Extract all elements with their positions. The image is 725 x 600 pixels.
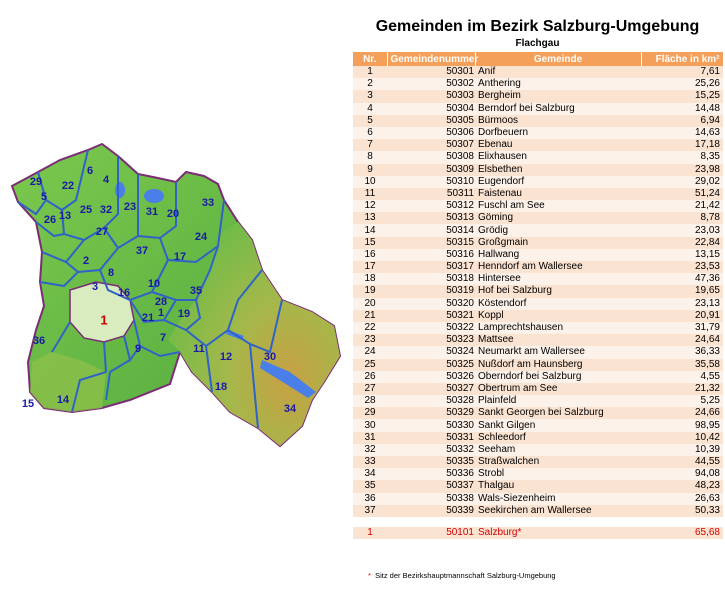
cell-nr: 22 [353, 322, 387, 334]
cell-nr: 31 [353, 432, 387, 444]
table-row [353, 419, 723, 431]
spacer-cell [353, 517, 723, 527]
cell-gemeindenummer: 50332 [387, 444, 475, 456]
table-row [353, 78, 723, 90]
cell-gemeindenummer: 50331 [387, 432, 475, 444]
cell-gemeindenummer: 50305 [387, 115, 475, 127]
cell-nr: 26 [353, 371, 387, 383]
cell-nr: 5 [353, 115, 387, 127]
table-header-row [353, 52, 723, 66]
map-label: 31 [145, 205, 159, 218]
cell-flaeche: 23,53 [641, 261, 723, 273]
table-row [353, 407, 723, 419]
cell-gemeinde: Salzburg* [475, 527, 641, 539]
cell-gemeindenummer: 50316 [387, 249, 475, 261]
cell-gemeindenummer: 50335 [387, 456, 475, 468]
cell-flaeche: 98,95 [641, 419, 723, 431]
map-label: 23 [123, 200, 137, 213]
table-row [353, 383, 723, 395]
cell-flaeche: 14,63 [641, 127, 723, 139]
cell-nr: 21 [353, 310, 387, 322]
cell-gemeinde: Koppl [475, 310, 641, 322]
map-label: 32 [99, 203, 113, 216]
cell-flaeche: 24,64 [641, 334, 723, 346]
cell-gemeinde: Ebenau [475, 139, 641, 151]
cell-gemeinde: Anif [475, 66, 641, 78]
cell-nr: 16 [353, 249, 387, 261]
cell-nr: 27 [353, 383, 387, 395]
map-label: 13 [58, 209, 72, 222]
table-row [353, 285, 723, 297]
table-row [353, 139, 723, 151]
municipality-table [353, 52, 724, 539]
cell-gemeinde: Straßwalchen [475, 456, 641, 468]
map-label: 16 [117, 286, 131, 299]
cell-nr: 14 [353, 224, 387, 236]
cell-gemeinde: Schleedorf [475, 432, 641, 444]
cell-flaeche: 8,78 [641, 212, 723, 224]
cell-gemeinde: Hof bei Salzburg [475, 285, 641, 297]
cell-nr: 6 [353, 127, 387, 139]
lake-mattsee [115, 182, 125, 198]
table-row [353, 310, 723, 322]
map-label: 3 [91, 280, 99, 293]
cell-gemeindenummer: 50315 [387, 237, 475, 249]
cell-flaeche: 23,13 [641, 298, 723, 310]
cell-gemeindenummer: 50101 [387, 527, 475, 539]
header-gemeinde: Gemeinde [475, 52, 641, 66]
table-row [353, 322, 723, 334]
cell-gemeinde: Seeham [475, 444, 641, 456]
cell-gemeindenummer: 50309 [387, 164, 475, 176]
cell-gemeindenummer: 50304 [387, 103, 475, 115]
cell-gemeinde: Hallwang [475, 249, 641, 261]
cell-flaeche: 24,66 [641, 407, 723, 419]
cell-flaeche: 8,35 [641, 151, 723, 163]
cell-gemeinde: Thalgau [475, 480, 641, 492]
table-row [353, 444, 723, 456]
cell-flaeche: 23,03 [641, 224, 723, 236]
cell-gemeinde: Sankt Gilgen [475, 419, 641, 431]
cell-gemeindenummer: 50320 [387, 298, 475, 310]
cell-nr: 2 [353, 78, 387, 90]
cell-gemeinde: Bürmoos [475, 115, 641, 127]
cell-flaeche: 5,25 [641, 395, 723, 407]
cell-nr: 32 [353, 444, 387, 456]
map-label: 21 [141, 311, 155, 324]
cell-nr: 8 [353, 151, 387, 163]
map-label: 15 [21, 397, 35, 410]
cell-gemeinde: Strobl [475, 468, 641, 480]
map-label: 2 [82, 254, 90, 267]
table-spacer-row [353, 517, 723, 527]
footnote [368, 571, 556, 580]
cell-flaeche: 17,18 [641, 139, 723, 151]
cell-gemeinde: Nußdorf am Haunsberg [475, 359, 641, 371]
cell-gemeindenummer: 50330 [387, 419, 475, 431]
cell-nr: 11 [353, 188, 387, 200]
cell-gemeinde: Dorfbeuern [475, 127, 641, 139]
cell-nr: 13 [353, 212, 387, 224]
cell-flaeche: 29,02 [641, 176, 723, 188]
cell-flaeche: 19,65 [641, 285, 723, 297]
cell-gemeinde: Großgmain [475, 237, 641, 249]
table-row [353, 346, 723, 358]
map-label: 30 [263, 350, 277, 363]
cell-gemeinde: Hintersee [475, 273, 641, 285]
table-row [353, 200, 723, 212]
cell-gemeinde: Faistenau [475, 188, 641, 200]
map-label: 24 [194, 230, 208, 243]
cell-gemeinde: Neumarkt am Wallersee [475, 346, 641, 358]
table-row [353, 224, 723, 236]
cell-gemeindenummer: 50329 [387, 407, 475, 419]
cell-gemeinde: Sankt Georgen bei Salzburg [475, 407, 641, 419]
cell-gemeindenummer: 50336 [387, 468, 475, 480]
cell-gemeindenummer: 50327 [387, 383, 475, 395]
cell-nr: 19 [353, 285, 387, 297]
header-nr: Nr. [353, 52, 387, 66]
cell-flaeche: 51,24 [641, 188, 723, 200]
table-row [353, 103, 723, 115]
cell-gemeindenummer: 50314 [387, 224, 475, 236]
cell-gemeindenummer: 50321 [387, 310, 475, 322]
cell-gemeindenummer: 50301 [387, 66, 475, 78]
cell-gemeinde: Oberndorf bei Salzburg [475, 371, 641, 383]
cell-flaeche: 94,08 [641, 468, 723, 480]
cell-gemeindenummer: 50339 [387, 505, 475, 517]
cell-flaeche: 6,94 [641, 115, 723, 127]
table-row [353, 493, 723, 505]
table-row [353, 468, 723, 480]
cell-gemeindenummer: 50306 [387, 127, 475, 139]
map-label: 28 [154, 295, 168, 308]
header-flaeche: Fläche in km² [641, 52, 723, 66]
table-row [353, 480, 723, 492]
table-row [353, 395, 723, 407]
cell-nr: 25 [353, 359, 387, 371]
cell-flaeche: 26,63 [641, 493, 723, 505]
map-label: 6 [86, 164, 94, 177]
cell-gemeindenummer: 50313 [387, 212, 475, 224]
cell-nr: 1 [353, 66, 387, 78]
cell-gemeinde: Göming [475, 212, 641, 224]
table-row [353, 212, 723, 224]
page-title: Gemeinden im Bezirk Salzburg-Umgebung [375, 18, 700, 35]
table-row [353, 273, 723, 285]
map-label: 29 [29, 175, 43, 188]
cell-gemeinde: Henndorf am Wallersee [475, 261, 641, 273]
cell-nr: 12 [353, 200, 387, 212]
cell-nr: 28 [353, 395, 387, 407]
map-label: 1 [157, 306, 165, 319]
table-row-city [353, 527, 723, 539]
cell-nr: 10 [353, 176, 387, 188]
cell-flaeche: 7,61 [641, 66, 723, 78]
cell-nr: 36 [353, 493, 387, 505]
table-row [353, 90, 723, 102]
cell-nr: 34 [353, 468, 387, 480]
cell-gemeinde: Mattsee [475, 334, 641, 346]
footnote-text: Sitz der Bezirkshauptmannschaft Salzburg-Umgebung [375, 571, 556, 580]
cell-gemeinde: Berndorf bei Salzburg [475, 103, 641, 115]
map-label: 7 [159, 331, 167, 344]
table-row [353, 334, 723, 346]
cell-gemeinde: Elsbethen [475, 164, 641, 176]
cell-gemeindenummer: 50307 [387, 139, 475, 151]
map-label: 25 [79, 203, 93, 216]
cell-nr: 23 [353, 334, 387, 346]
table-row [353, 432, 723, 444]
cell-nr: 35 [353, 480, 387, 492]
map-label: 37 [135, 244, 149, 257]
cell-flaeche: 44,55 [641, 456, 723, 468]
cell-flaeche: 25,26 [641, 78, 723, 90]
cell-gemeindenummer: 50303 [387, 90, 475, 102]
cell-gemeindenummer: 50308 [387, 151, 475, 163]
cell-nr: 20 [353, 298, 387, 310]
cell-flaeche: 4,55 [641, 371, 723, 383]
map-label: 12 [219, 350, 233, 363]
cell-flaeche: 22,84 [641, 237, 723, 249]
cell-nr: 17 [353, 261, 387, 273]
header-gemeindenummer: Gemeindenummer [387, 52, 475, 66]
cell-gemeindenummer: 50312 [387, 200, 475, 212]
cell-flaeche: 36,33 [641, 346, 723, 358]
map-svg [0, 0, 350, 600]
cell-gemeindenummer: 50328 [387, 395, 475, 407]
map-label: 11 [193, 342, 205, 355]
cell-gemeindenummer: 50310 [387, 176, 475, 188]
cell-flaeche: 21,32 [641, 383, 723, 395]
table-row [353, 237, 723, 249]
cell-flaeche: 14,48 [641, 103, 723, 115]
page-subtitle: Flachgau [515, 38, 560, 49]
table-row [353, 371, 723, 383]
map-label: 22 [61, 179, 75, 192]
cell-gemeindenummer: 50317 [387, 261, 475, 273]
table-row [353, 115, 723, 127]
cell-gemeinde: Köstendorf [475, 298, 641, 310]
map-label: 20 [166, 207, 180, 220]
cell-flaeche: 65,68 [641, 527, 723, 539]
cell-flaeche: 13,15 [641, 249, 723, 261]
map-label: 5 [40, 190, 48, 203]
table-row [353, 151, 723, 163]
table-row [353, 298, 723, 310]
cell-flaeche: 35,58 [641, 359, 723, 371]
cell-gemeinde: Elixhausen [475, 151, 641, 163]
map-label: 4 [102, 173, 110, 186]
cell-gemeinde: Wals-Siezenheim [475, 493, 641, 505]
table-row [353, 261, 723, 273]
cell-nr: 4 [353, 103, 387, 115]
table-body [353, 66, 723, 539]
cell-gemeindenummer: 50319 [387, 285, 475, 297]
cell-flaeche: 21,42 [641, 200, 723, 212]
table-row [353, 66, 723, 78]
cell-nr: 1 [353, 527, 387, 539]
cell-nr: 24 [353, 346, 387, 358]
map-label: 10 [147, 277, 161, 290]
cell-flaeche: 20,91 [641, 310, 723, 322]
cell-gemeindenummer: 50322 [387, 322, 475, 334]
cell-gemeinde: Obertrum am See [475, 383, 641, 395]
lake-wallersee [144, 189, 164, 203]
table-row [353, 456, 723, 468]
cell-flaeche: 23,98 [641, 164, 723, 176]
table-row [353, 188, 723, 200]
table-row [353, 505, 723, 517]
cell-nr: 30 [353, 419, 387, 431]
cell-gemeinde: Grödig [475, 224, 641, 236]
cell-gemeindenummer: 50325 [387, 359, 475, 371]
map-label: 9 [134, 342, 142, 355]
cell-gemeindenummer: 50311 [387, 188, 475, 200]
cell-flaeche: 10,42 [641, 432, 723, 444]
cell-nr: 7 [353, 139, 387, 151]
map-label: 33 [201, 196, 215, 209]
cell-gemeindenummer: 50323 [387, 334, 475, 346]
cell-gemeinde: Eugendorf [475, 176, 641, 188]
map-label: 26 [43, 213, 57, 226]
map-label: 14 [56, 393, 70, 406]
cell-gemeindenummer: 50302 [387, 78, 475, 90]
cell-nr: 37 [353, 505, 387, 517]
map-label: 17 [173, 250, 187, 263]
district-map [0, 0, 350, 600]
map-label: 18 [214, 380, 228, 393]
cell-flaeche: 31,79 [641, 322, 723, 334]
map-label: 8 [107, 266, 115, 279]
cell-flaeche: 15,25 [641, 90, 723, 102]
cell-nr: 3 [353, 90, 387, 102]
cell-gemeindenummer: 50337 [387, 480, 475, 492]
cell-nr: 9 [353, 164, 387, 176]
map-label: 19 [177, 307, 191, 320]
cell-nr: 29 [353, 407, 387, 419]
table-row [353, 127, 723, 139]
cell-flaeche: 47,36 [641, 273, 723, 285]
cell-nr: 33 [353, 456, 387, 468]
cell-gemeinde: Plainfeld [475, 395, 641, 407]
cell-gemeindenummer: 50326 [387, 371, 475, 383]
map-label-salzburg-city: 1 [100, 312, 108, 328]
cell-nr: 15 [353, 237, 387, 249]
municipality-table-wrap [353, 52, 723, 539]
cell-gemeindenummer: 50324 [387, 346, 475, 358]
table-row [353, 249, 723, 261]
table-row [353, 359, 723, 371]
cell-gemeinde: Lamprechtshausen [475, 322, 641, 334]
map-label: 27 [95, 225, 109, 238]
map-label: 36 [32, 334, 46, 347]
cell-gemeinde: Bergheim [475, 90, 641, 102]
cell-gemeinde: Seekirchen am Wallersee [475, 505, 641, 517]
map-label: 34 [283, 402, 297, 415]
cell-nr: 18 [353, 273, 387, 285]
cell-gemeinde: Anthering [475, 78, 641, 90]
cell-flaeche: 48,23 [641, 480, 723, 492]
cell-gemeinde: Fuschl am See [475, 200, 641, 212]
map-label: 35 [189, 284, 203, 297]
cell-gemeindenummer: 50338 [387, 493, 475, 505]
cell-flaeche: 50,33 [641, 505, 723, 517]
table-row [353, 164, 723, 176]
footnote-star: * [368, 571, 371, 580]
cell-gemeindenummer: 50318 [387, 273, 475, 285]
table-row [353, 176, 723, 188]
cell-flaeche: 10,39 [641, 444, 723, 456]
